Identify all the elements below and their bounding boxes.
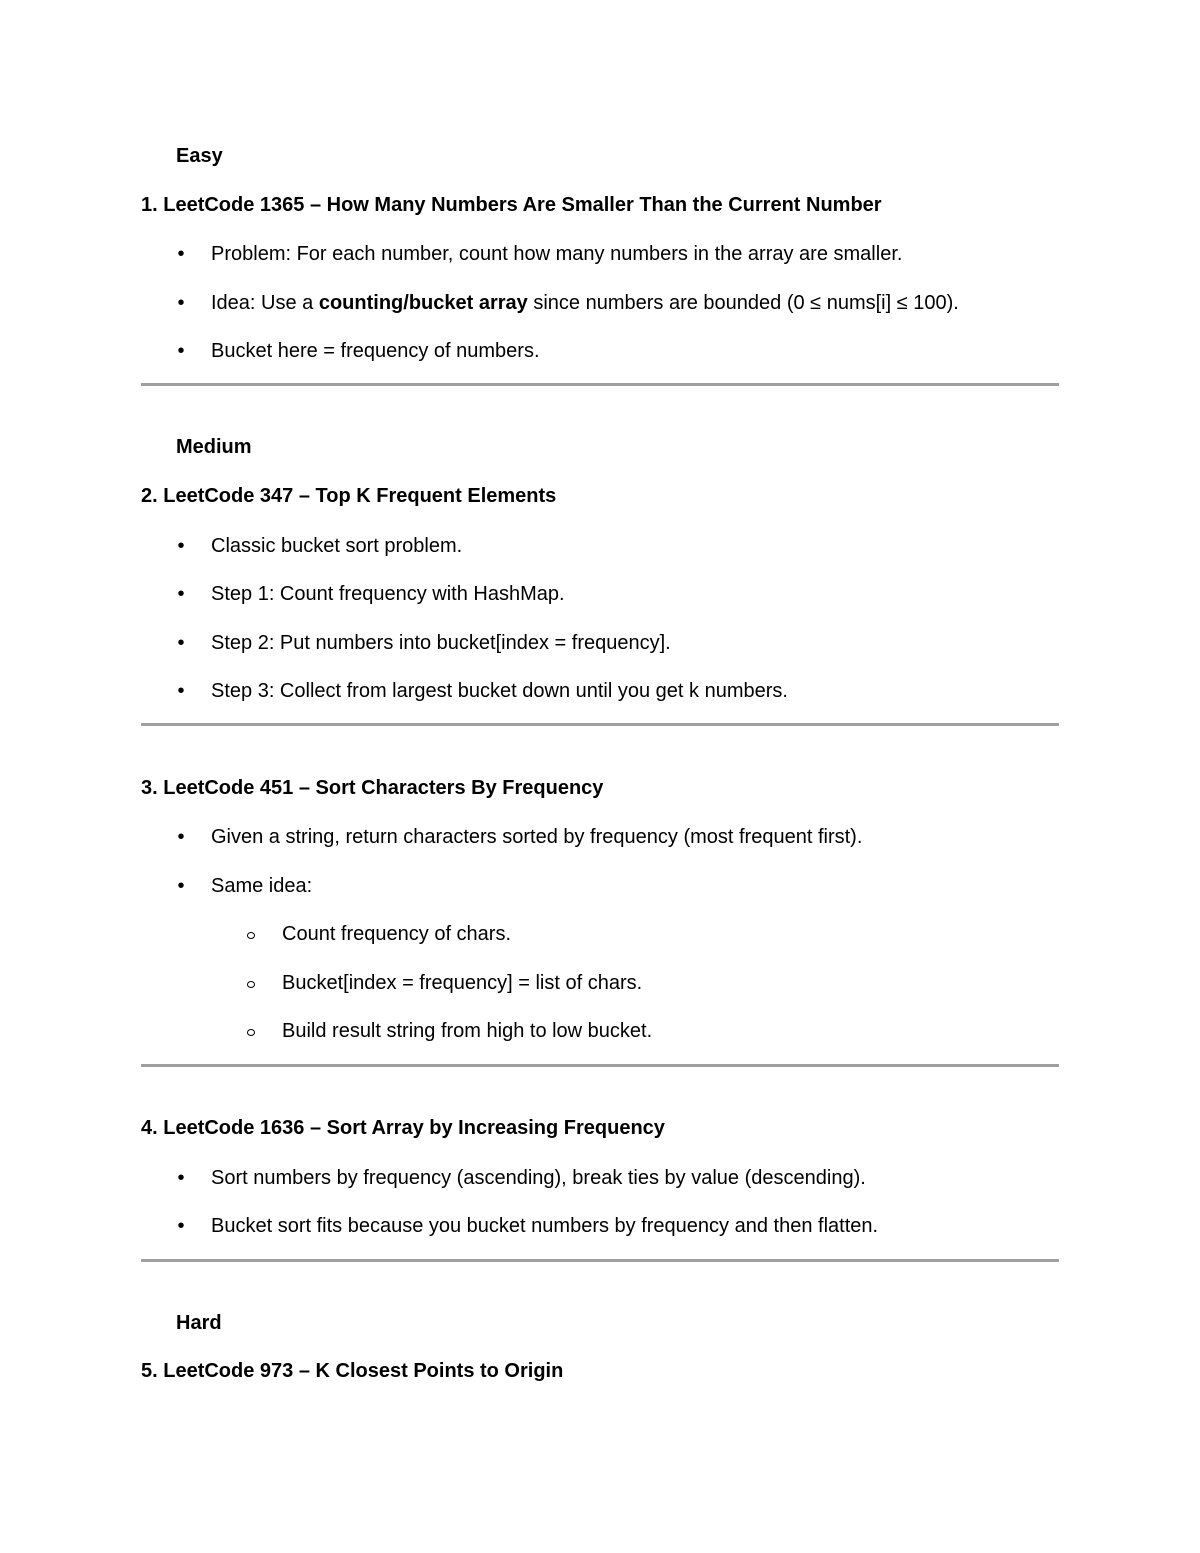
bullet-icon: • <box>177 632 185 654</box>
horizontal-rule <box>141 1259 1059 1262</box>
problem-title-1: 1. LeetCode 1365 – How Many Numbers Are Smaller Than the Current Number <box>141 194 882 216</box>
sub-list-item-text: Count frequency of chars. <box>282 923 512 945</box>
section-label-hard: Hard <box>176 1312 222 1334</box>
list-item-text <box>211 291 959 315</box>
list-item-text: Classic bucket sort problem. <box>211 535 463 557</box>
bullet-icon: • <box>177 680 185 702</box>
list-item-text: Step 2: Put numbers into bucket[index = frequency]. <box>211 632 671 654</box>
circle-bullet-icon <box>247 1029 255 1036</box>
bullet-icon: • <box>177 1167 185 1189</box>
bullet-icon: • <box>177 340 185 362</box>
list-item-text-bold: counting/bucket array <box>318 292 528 314</box>
list-item-text: Bucket sort fits because you bucket numbers by frequency and then flatten. <box>211 1215 879 1237</box>
section-label-easy: Easy <box>176 145 223 167</box>
list-item-text: Problem: For each number, count how many numbers in the array are smaller. <box>211 243 903 265</box>
bullet-icon: • <box>177 243 185 265</box>
circle-bullet-icon <box>247 981 255 988</box>
list-item-text: Given a string, return characters sorted by frequency (most frequent first). <box>211 826 863 848</box>
problem-title-3: 3. LeetCode 451 – Sort Characters By Frequency <box>141 777 604 799</box>
bullet-icon: • <box>177 1215 185 1237</box>
circle-bullet-icon <box>247 932 255 939</box>
horizontal-rule <box>141 723 1059 726</box>
sub-list-item-text: Build result string from high to low bucket. <box>282 1020 653 1042</box>
list-item-text: Sort numbers by frequency (ascending), break ties by value (descending). <box>211 1167 866 1189</box>
problem-title-2: 2. LeetCode 347 – Top K Frequent Elements <box>141 485 557 507</box>
problem-title-5: 5. LeetCode 973 – K Closest Points to Origin <box>141 1360 564 1382</box>
bullet-icon: • <box>177 535 185 557</box>
bullet-icon: • <box>177 292 185 314</box>
list-item-text-suffix: since numbers are bounded (0 ≤ nums[i] ≤ 100). <box>527 292 959 314</box>
sub-list-item-text: Bucket[index = frequency] = list of chars. <box>282 972 643 994</box>
bullet-icon: • <box>177 583 185 605</box>
bullet-icon: • <box>177 875 185 897</box>
list-item-text: Step 1: Count frequency with HashMap. <box>211 583 565 605</box>
horizontal-rule <box>141 383 1059 386</box>
problem-title-4: 4. LeetCode 1636 – Sort Array by Increasing Frequency <box>141 1117 665 1139</box>
list-item-text-prefix: Idea: Use a <box>211 292 319 314</box>
list-item-text: Step 3: Collect from largest bucket down until you get k numbers. <box>211 680 788 702</box>
bullet-icon: • <box>177 826 185 848</box>
section-label-medium: Medium <box>176 436 252 458</box>
list-item-text: Bucket here = frequency of numbers. <box>211 340 540 362</box>
list-item-text: Same idea: <box>211 875 313 897</box>
horizontal-rule <box>141 1064 1059 1067</box>
